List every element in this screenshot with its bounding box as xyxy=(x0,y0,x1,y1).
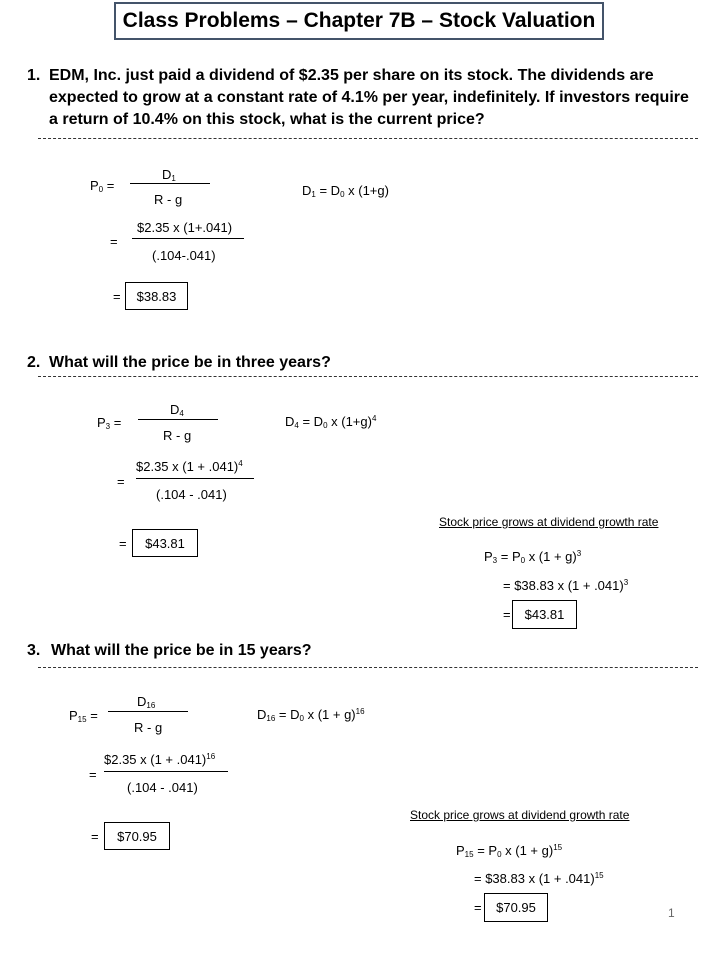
q3-denominator-1: R - g xyxy=(134,720,163,735)
q1-answer-box: $38.83 xyxy=(125,282,188,310)
q1-number: 1. xyxy=(27,67,41,84)
q2-answer-box-2: $43.81 xyxy=(512,600,577,629)
q1-equals-2: = xyxy=(113,289,121,304)
q3-equals-1: = xyxy=(89,767,97,782)
q2-p3-growth-formula: $P_3 = P_0$ x $(1 + g)^3$ xyxy=(484,549,582,565)
q2-equals-2: = xyxy=(119,536,127,551)
q2-d4-formula: $D_4 = D_0$ x $(1+g)^4$ xyxy=(285,414,377,430)
q3-p15-growth-calc: = $38.83 x $(1 + .041)^{15}$ xyxy=(474,871,604,886)
q2-growth-note: Stock price grows at dividend growth rate xyxy=(439,515,659,529)
q2-fraction-bar-2 xyxy=(136,478,254,479)
q1-d1-numerator: $D_1$ xyxy=(162,167,176,183)
q3-equals-3: = xyxy=(474,900,482,915)
q2-text: What will the price be in three years? xyxy=(49,354,331,371)
q3-equals-2: = xyxy=(91,829,99,844)
q1-divider xyxy=(38,138,698,139)
q3-p15-growth-formula: $P_{15} = P_0$ x $(1 + g)^{15}$ xyxy=(456,843,563,859)
q3-number: 3. xyxy=(27,642,41,659)
q2-answer-box: $43.81 xyxy=(132,529,198,557)
q2-number: 2. xyxy=(27,354,41,371)
page-title: Class Problems – Chapter 7B – Stock Valuation xyxy=(114,2,604,40)
q3-denominator-2: (.104 - .041) xyxy=(127,780,198,795)
q2-fraction-bar-1 xyxy=(138,419,218,420)
q3-d16-formula: $D_{16} = D_0$ x $(1 + g)^{16}$ xyxy=(257,707,365,723)
q3-text: What will the price be in 15 years? xyxy=(51,642,312,659)
q3-d16-numerator: $D_{16}$ xyxy=(137,694,156,710)
q3-growth-note: Stock price grows at dividend growth rate xyxy=(410,808,630,822)
q3-answer-box: $70.95 xyxy=(104,822,170,850)
q2-divider xyxy=(38,376,698,377)
q1-d1-formula: $D_1 = D_0$ x (1+g) xyxy=(302,183,389,199)
q2-p3-label: $P_3$ = xyxy=(97,415,122,431)
q1-denominator-1: R - g xyxy=(154,192,183,207)
q2-p3-growth-calc: = $38.83 x $(1 + .041)^3$ xyxy=(503,578,629,593)
q3-answer-box-2: $70.95 xyxy=(484,893,548,922)
q1-fraction-bar-2 xyxy=(132,238,244,239)
q3-numerator-2: $2.35 x $(1 + .041)^{16}$ xyxy=(104,752,216,767)
q3-fraction-bar-1 xyxy=(108,711,188,712)
q2-equals-1: = xyxy=(117,474,125,489)
q1-numerator-2: $2.35 x (1+.041) xyxy=(137,220,233,235)
q1-fraction-bar-1 xyxy=(130,183,210,184)
page-number: 1 xyxy=(668,906,675,920)
q1-text: EDM, Inc. just paid a dividend of $2.35 per share on its stock. The dividends are expected to grow at a constant rate of 4.1% per year, indefinitely. If investors require a return of 10.4% on this stock, what is the current price? xyxy=(49,67,689,128)
q2-d4-numerator: $D_4$ xyxy=(170,402,184,418)
q2-numerator-2: $2.35 x $(1 + .041)^4$ xyxy=(136,459,243,474)
q2-equals-3: = xyxy=(503,607,511,622)
q3-fraction-bar-2 xyxy=(104,771,228,772)
q1-p0-label: $P_0$ = xyxy=(90,178,115,194)
q2-denominator-2: (.104 - .041) xyxy=(156,487,227,502)
q3-p15-label: $P_{15}$ = xyxy=(69,708,98,724)
q1-denominator-2: (.104-.041) xyxy=(152,248,216,263)
q1-equals-1: = xyxy=(110,234,118,249)
q2-denominator-1: R - g xyxy=(163,428,192,443)
q3-divider xyxy=(38,667,698,668)
